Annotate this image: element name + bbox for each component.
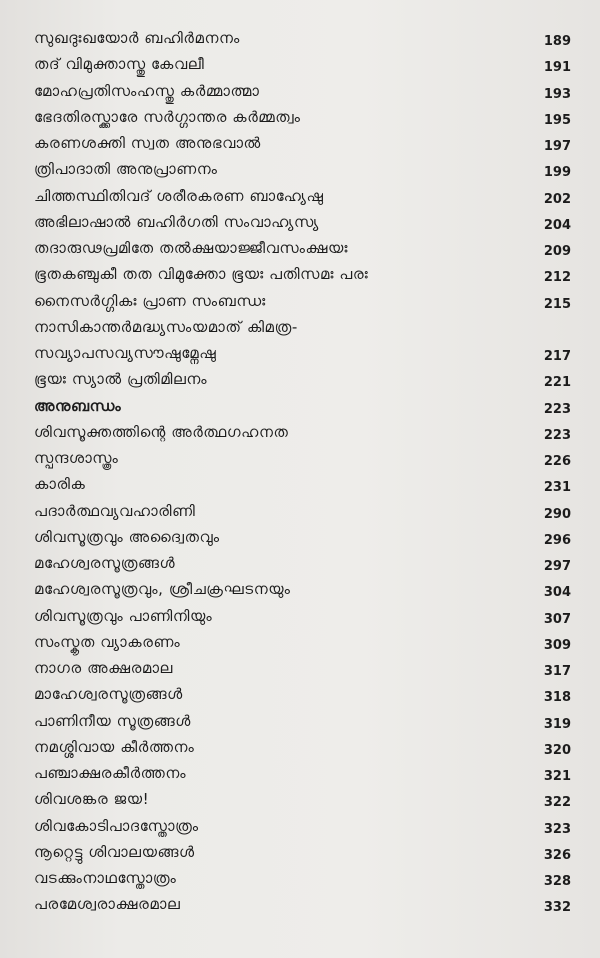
toc-entry [0,789,600,815]
toc-entry-page-number: 317 [543,664,571,679]
toc-entry-page-number: 221 [543,375,571,391]
toc-entry-title: ഭൂതകഞ്ചുകീ തത വിമുക്തോ ഭൂയഃ പതിസമഃ പരഃ [34,265,369,284]
toc-entry-page-number: 217 [543,349,571,364]
toc-entry-title: മോഹപ്രതിസംഹസ്തു കർമ്മാത്മാ [34,81,260,100]
toc-entry-title: ശിവസൂത്രവും പാണിനിയും [34,606,213,625]
toc-entry [0,579,600,605]
toc-entry [0,816,600,842]
toc-entry-page-number: 319 [543,716,571,732]
toc-entry [0,658,600,684]
toc-entry-page-number: 226 [543,454,571,469]
toc-entry [0,606,600,632]
toc-entry-title: വടക്കുംനാഥസ്തോത്രം [34,869,177,887]
toc-entry [0,291,600,317]
toc-entry [0,212,600,238]
toc-entry-title: മഹേശ്വരസൂത്രവും, ശ്രീചക്രഘടനയും [34,580,291,599]
toc-entry [0,107,600,133]
toc-entry [0,186,600,212]
toc-entry [0,527,600,553]
toc-entry [0,422,600,448]
toc-entry [0,81,600,107]
toc-entry-page-number: 307 [543,611,571,627]
toc-entry-page-number: 321 [543,769,571,784]
toc-entry-title: പരമേശ്വരാക്ഷരമാല [34,895,181,914]
toc-entry [0,264,600,290]
toc-entry [0,54,600,80]
toc-entry-page-number: 328 [543,874,571,889]
toc-entry [0,369,600,395]
toc-entry-title: ഭൂയഃ സ്യാൽ പ്രതിമിലനം [34,370,208,389]
toc-entry-page-number: 223 [543,427,571,443]
toc-entry-page-number: 320 [543,742,571,758]
toc-entry-page-number: 197 [543,139,571,154]
toc-entry-title: പഞ്ചാക്ഷരകീർത്തനം [34,764,187,782]
toc-entry [0,842,600,868]
toc-entry-title: സംസ്കൃത വ്യാകരണം [34,632,181,651]
toc-entry [0,159,600,185]
toc-entry [0,28,600,54]
toc-entry-title: ശിവസൂത്രവും അദ്വൈതവും [34,527,220,546]
toc-entry [0,632,600,658]
toc-entry-title: ശിവശങ്കര ജയ! [34,790,150,809]
toc-entry-page-number: 296 [543,532,571,548]
toc-entry [0,737,600,763]
toc-entry-title: മഹേശ്വരസൂത്രങ്ങൾ [34,554,176,572]
toc-entry-page-number: 322 [543,795,571,811]
toc-entry [0,501,600,527]
toc-entry-title: നാഗര അക്ഷരമാല [34,659,173,677]
toc-entry [0,711,600,737]
toc-entry-title: പദാർത്ഥവ്യവഹാരിണി [34,501,196,520]
toc-entry-title: ശിവസൂക്തത്തിന്റെ അർത്ഥഗഹനത [34,422,289,441]
toc-entry [0,238,600,264]
toc-entry-title: അഭിലാഷാൽ ബഹിർഗതി സംവാഹ്യസ്യ [34,212,319,231]
toc-entry [0,894,600,920]
toc-entry [0,763,600,789]
table-of-contents [0,28,600,921]
toc-entry-page-number: 309 [543,637,571,653]
toc-entry [0,684,600,710]
toc-entry-title: സവ്യാപസവ്യസൗഷുമ്നേഷു [34,344,217,362]
toc-entry [0,868,600,894]
toc-entry-title: കരണശക്തി സ്വത അനുഭവാൽ [34,134,261,152]
toc-entry-page-number: 191 [543,60,571,76]
toc-entry-page-number: 290 [543,506,571,522]
toc-entry [0,133,600,159]
toc-entry-page-number: 209 [543,244,571,259]
toc-entry-page-number: 199 [543,165,571,181]
toc-entry [0,448,600,474]
toc-entry-title: ചിത്തസ്ഥിതിവദ് ശരീരകരണ ബാഹ്യേഷു [34,186,324,205]
toc-entry-title: നാസികാന്തർമദ്ധ്യസംയമാത് കിമത്ര- [34,317,298,336]
toc-entry-title: മാഹേശ്വരസൂത്രങ്ങൾ [34,685,183,704]
toc-entry [0,396,600,422]
toc-entry-page-number: 195 [543,112,571,128]
toc-entry-title: സ്പന്ദശാസ്ത്രം [34,449,119,467]
toc-entry-page-number: 332 [543,900,571,916]
toc-entry [0,317,600,343]
toc-entry-page-number: 297 [543,559,571,574]
toc-entry-title: തദ് വിമുക്താസ്തു കേവലീ [34,55,205,74]
toc-entry-title: നമശ്ശിവായ കീർത്തനം [34,737,195,756]
toc-entry-title: തദാരുഢപ്രമിതേ തൽക്ഷയാജ്ജീവസംക്ഷയഃ [34,239,349,257]
toc-entry [0,343,600,369]
toc-entry-page-number: 215 [543,296,571,312]
toc-entry-page-number: 193 [543,86,571,102]
toc-entry [0,553,600,579]
toc-entry-title: ശിവകോടിപാദസ്തോത്രം [34,816,199,835]
toc-entry-page-number: 204 [543,217,571,233]
toc-entry-page-number: 318 [543,690,571,706]
toc-entry-page-number: 212 [543,270,571,286]
toc-entry-title: കാരിക [34,475,86,494]
toc-entry-title: നൂറ്റെട്ടു ശിവാലയങ്ങൾ [34,842,195,861]
toc-entry-page-number: 202 [543,191,571,207]
toc-entry-title: ത്രിപാദാതി അനുപ്രാണനം [34,160,218,179]
toc-entry-title: അനുബന്ധം [34,396,122,415]
toc-entry-title: സുഖദുഃഖയോർ ബഹിർമനനം [34,29,240,47]
toc-entry-title: പാണിനീയ സൂത്രങ്ങൾ [34,711,191,730]
toc-entry-page-number: 326 [543,847,571,863]
toc-entry-page-number: 323 [543,821,571,837]
toc-entry-page-number: 189 [543,34,571,49]
toc-entry-page-number: 231 [543,480,571,496]
toc-entry-title: ഭേദതിരസ്ക്കാരേ സർഗ്ഗാന്തര കർമ്മത്വം [34,107,301,126]
toc-entry [0,474,600,500]
toc-entry-title: നൈസർഗ്ഗികഃ പ്രാണ സംബന്ധഃ [34,291,266,310]
toc-entry-page-number: 304 [543,585,571,601]
toc-entry-page-number: 223 [543,401,571,417]
